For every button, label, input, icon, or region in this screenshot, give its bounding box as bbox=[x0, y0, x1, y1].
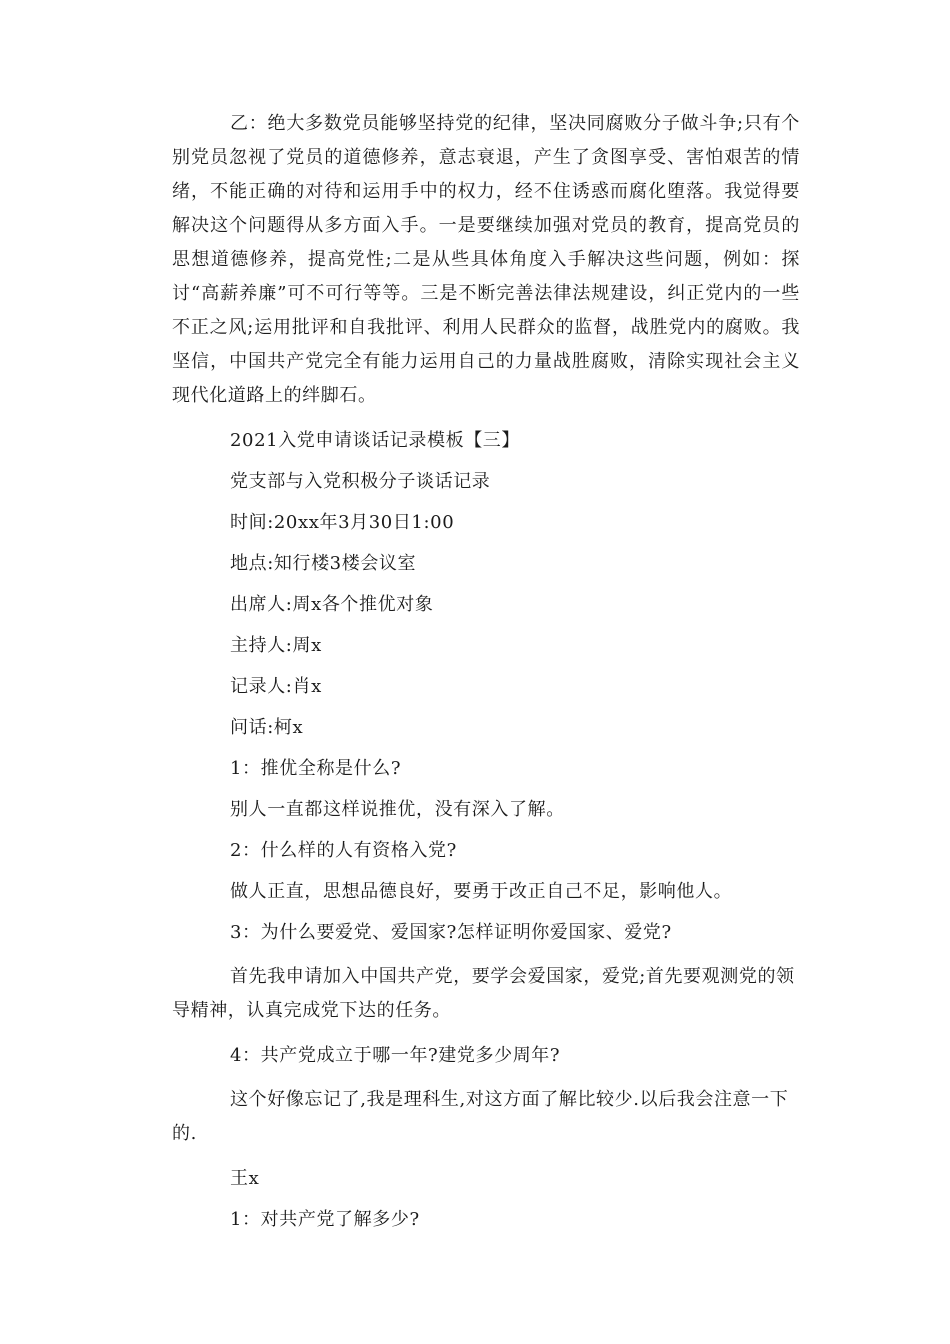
meeting-location: 地点:知行楼3楼会议室 bbox=[230, 553, 417, 574]
interviewee-wang: 王x bbox=[230, 1168, 260, 1189]
question-wang-1: 1：对共产党了解多少? bbox=[230, 1209, 420, 1230]
recorder: 记录人:肖x bbox=[230, 676, 322, 697]
answer-4: 这个好像忘记了,我是理科生,对这方面了解比较少.以后我会注意一下的. bbox=[172, 1089, 789, 1144]
record-heading: 党支部与入党积极分子谈话记录 bbox=[230, 471, 491, 492]
answer-1: 别人一直都这样说推优，没有深入了解。 bbox=[230, 799, 565, 820]
document-body bbox=[172, 107, 800, 1247]
question-3: 3：为什么要爱党、爱国家?怎样证明你爱国家、爱党? bbox=[230, 922, 672, 943]
answer-3: 首先我申请加入中国共产党，要学会爱国家，爱党;首先要观测党的领导精神，认真完成党下达的任务。 bbox=[172, 966, 795, 1021]
question-2: 2：什么样的人有资格入党? bbox=[230, 840, 457, 861]
meeting-time: 时间:20xx年3月30日1:00 bbox=[230, 512, 455, 533]
question-4: 4：共产党成立于哪一年?建党多少周年? bbox=[230, 1045, 561, 1066]
host: 主持人:周x bbox=[230, 635, 322, 656]
interviewee-ke: 问话:柯x bbox=[230, 717, 304, 738]
question-1: 1：推优全称是什么? bbox=[230, 758, 402, 779]
section-title: 2021入党申请谈话记录模板【三】 bbox=[230, 430, 521, 451]
attendees: 出席人:周x各个推优对象 bbox=[230, 594, 434, 615]
answer-paragraph-yi: 乙：绝大多数党员能够坚持党的纪律，坚决同腐败分子做斗争;只有个别党员忽视了党员的道德修养，意志衰退，产生了贪图享受、害怕艰苦的情绪，不能正确的对待和运用手中的权力，经不住诱惑而腐化堕落。我觉得要解决这个问题得从多方面入手。一是要继续加强对党员的教育，提高党员的思想道德修养，提高党性;二是从些具体角度入手解决这些问题，例如：探讨“高薪养廉”可不可行等等。三是不断完善法律法规建设，纠正党内的一些不正之风;运用批评和自我批评、利用人民群众的监督，战胜党内的腐败。我坚信，中国共产党完全有能力运用自己的力量战胜腐败，清除实现社会主义现代化道路上的绊脚石。 bbox=[172, 113, 800, 406]
answer-2: 做人正直，思想品德良好，要勇于改正自己不足，影响他人。 bbox=[230, 881, 733, 902]
